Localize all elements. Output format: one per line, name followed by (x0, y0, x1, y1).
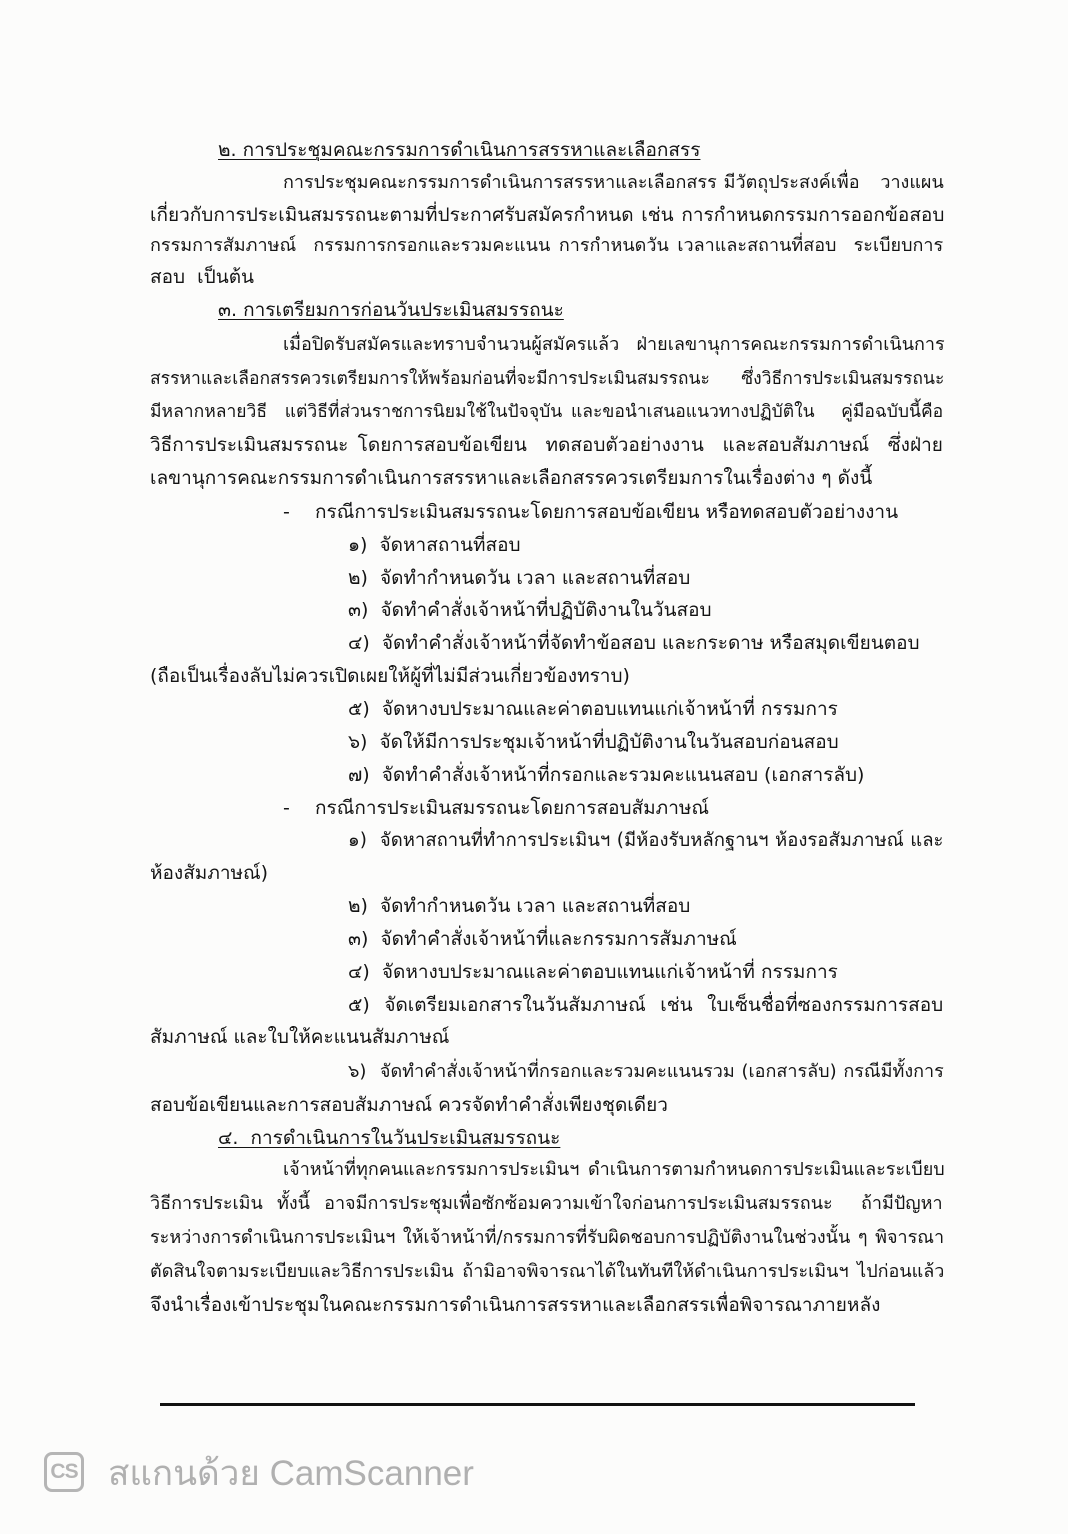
list-item: ๔) จัดหางบประมาณและค่าตอบแทนแก่เจ้าหน้าที่ กรรมการ (348, 961, 838, 983)
list-item: ๖) จัดทำคำสั่งเจ้าหน้าที่กรอกและรวมคะแนนรวม (เอกสารลับ) กรณีมีทั้งการ (348, 1061, 944, 1082)
list-item: ๓) จัดทำคำสั่งเจ้าหน้าที่ปฏิบัติงานในวันสอบ (348, 599, 712, 621)
list-item-continuation: สอบข้อเขียนและการสอบสัมภาษณ์ ควรจัดทำคำสั่งเพียงชุดเดียว (150, 1094, 668, 1116)
list-item: ๖) จัดให้มีการประชุมเจ้าหน้าที่ปฏิบัติงานในวันสอบก่อนสอบ (348, 731, 839, 753)
list-item: ๕) จัดหางบประมาณและค่าตอบแทนแก่เจ้าหน้าที่ กรรมการ (348, 698, 838, 720)
bullet-dash: - (283, 501, 290, 523)
camscanner-watermark-text: สแกนด้วย CamScanner (108, 1454, 474, 1493)
written-case-title: กรณีการประเมินสมรรถนะโดยการสอบข้อเขียน หรือทดสอบตัวอย่างงาน (315, 501, 899, 523)
interview-case-title: กรณีการประเมินสมรรถนะโดยการสอบสัมภาษณ์ (315, 797, 710, 819)
bullet-dash: - (283, 797, 290, 819)
list-item: ๒) จัดทำกำหนดวัน เวลา และสถานที่สอบ (348, 567, 691, 589)
paragraph-line: เลขานุการคณะกรรมการดำเนินการสรรหาและเลือกสรรควรเตรียมการในเรื่องต่าง ๆ ดังนี้ (150, 467, 873, 489)
section-3-heading: ๓. การเตรียมการก่อนวันประเมินสมรรถนะ (218, 299, 564, 321)
list-item-continuation: (ถือเป็นเรื่องลับไม่ควรเปิดเผยให้ผู้ที่ไม่มีส่วนเกี่ยวข้องทราบ) (150, 665, 630, 687)
section-2-heading: ๒. การประชุมคณะกรรมการดำเนินการสรรหาและเลือกสรร (218, 139, 701, 161)
paragraph-line: ระหว่างการดำเนินการประเมินฯ ให้เจ้าหน้าที่/กรรมการที่รับผิดชอบการปฏิบัติงานในช่วงนั้น ๆ พิจารณา (150, 1227, 945, 1248)
paragraph-line: วิธีการประเมินสมรรถนะ โดยการสอบข้อเขียน ทดสอบตัวอย่างงาน และสอบสัมภาษณ์ ซึ่งฝ่าย (150, 434, 943, 456)
paragraph-line: จึงนำเรื่องเข้าประชุมในคณะกรรมการดำเนินการสรรหาและเลือกสรรเพื่อพิจารณาภายหลัง (150, 1294, 881, 1316)
paragraph-line: ตัดสินใจตามระเบียบและวิธีการประเมิน ถ้ามิอาจพิจารณาได้ในทันทีให้ดำเนินการประเมินฯ ไปก่อนแล้ว (150, 1261, 945, 1282)
footer-rule (160, 1403, 915, 1406)
paragraph-line: วิธีการประเมิน ทั้งนี้ อาจมีการประชุมเพื่อซักซ้อมความเข้าใจก่อนการประเมินสมรรถนะ ถ้ามีปัญหา (150, 1193, 943, 1214)
section-4-heading: ๔. การดำเนินการในวันประเมินสมรรถนะ (218, 1127, 561, 1149)
list-item: ๔) จัดทำคำสั่งเจ้าหน้าที่จัดทำข้อสอบ และกระดาษ หรือสมุดเขียนตอบ (348, 632, 920, 654)
paragraph-line: เกี่ยวกับการประเมินสมรรถนะตามที่ประกาศรับสมัครกำหนด เช่น การกำหนดกรรมการออกข้อสอบ (150, 204, 945, 226)
paragraph-line: มีหลากหลายวิธี แต่วิธีที่ส่วนราชการนิยมใช้ในปัจจุบัน และขอนำเสนอแนวทางปฏิบัติใน คู่มือฉบับนี้คือ (150, 402, 944, 422)
list-item: ๓) จัดทำคำสั่งเจ้าหน้าที่และกรรมการสัมภาษณ์ (348, 928, 737, 950)
paragraph-line: กรรมการสัมภาษณ์ กรรมการกรอกและรวมคะแนน การกำหนดวัน เวลาและสถานที่สอบ ระเบียบการ (150, 235, 944, 256)
list-item: ๑) จัดหาสถานที่ทำการประเมินฯ (มีห้องรับหลักฐานฯ ห้องรอสัมภาษณ์ และ (348, 830, 944, 851)
list-item: ๕) จัดเตรียมเอกสารในวันสัมภาษณ์ เช่น ใบเซ็นชื่อที่ซองกรรมการสอบ (348, 994, 944, 1016)
paragraph-line: เจ้าหน้าที่ทุกคนและกรรมการประเมินฯ ดำเนินการตามกำหนดการประเมินและระเบียบ (283, 1159, 945, 1180)
camscanner-logo-icon: CS (44, 1452, 84, 1492)
list-item: ๑) จัดหาสถานที่สอบ (348, 534, 521, 556)
list-item: ๒) จัดทำกำหนดวัน เวลา และสถานที่สอบ (348, 895, 691, 917)
list-item-continuation: ห้องสัมภาษณ์) (150, 862, 269, 884)
list-item: ๗) จัดทำคำสั่งเจ้าหน้าที่กรอกและรวมคะแนนสอบ (เอกสารลับ) (348, 764, 865, 786)
list-item-continuation: สัมภาษณ์ และใบให้คะแนนสัมภาษณ์ (150, 1026, 450, 1048)
paragraph-line: การประชุมคณะกรรมการดำเนินการสรรหาและเลือกสรร มีวัตถุประสงค์เพื่อ วางแผน (283, 172, 944, 193)
paragraph-line: สรรหาและเลือกสรรควรเตรียมการให้พร้อมก่อนที่จะมีการประเมินสมรรถนะ ซึ่งวิธีการประเมินสมรรถนะ (150, 369, 945, 389)
paragraph-line: เมื่อปิดรับสมัครและทราบจำนวนผู้สมัครแล้ว ฝ่ายเลขานุการคณะกรรมการดำเนินการ (283, 334, 945, 355)
paragraph-line: สอบ เป็นต้น (150, 266, 255, 288)
